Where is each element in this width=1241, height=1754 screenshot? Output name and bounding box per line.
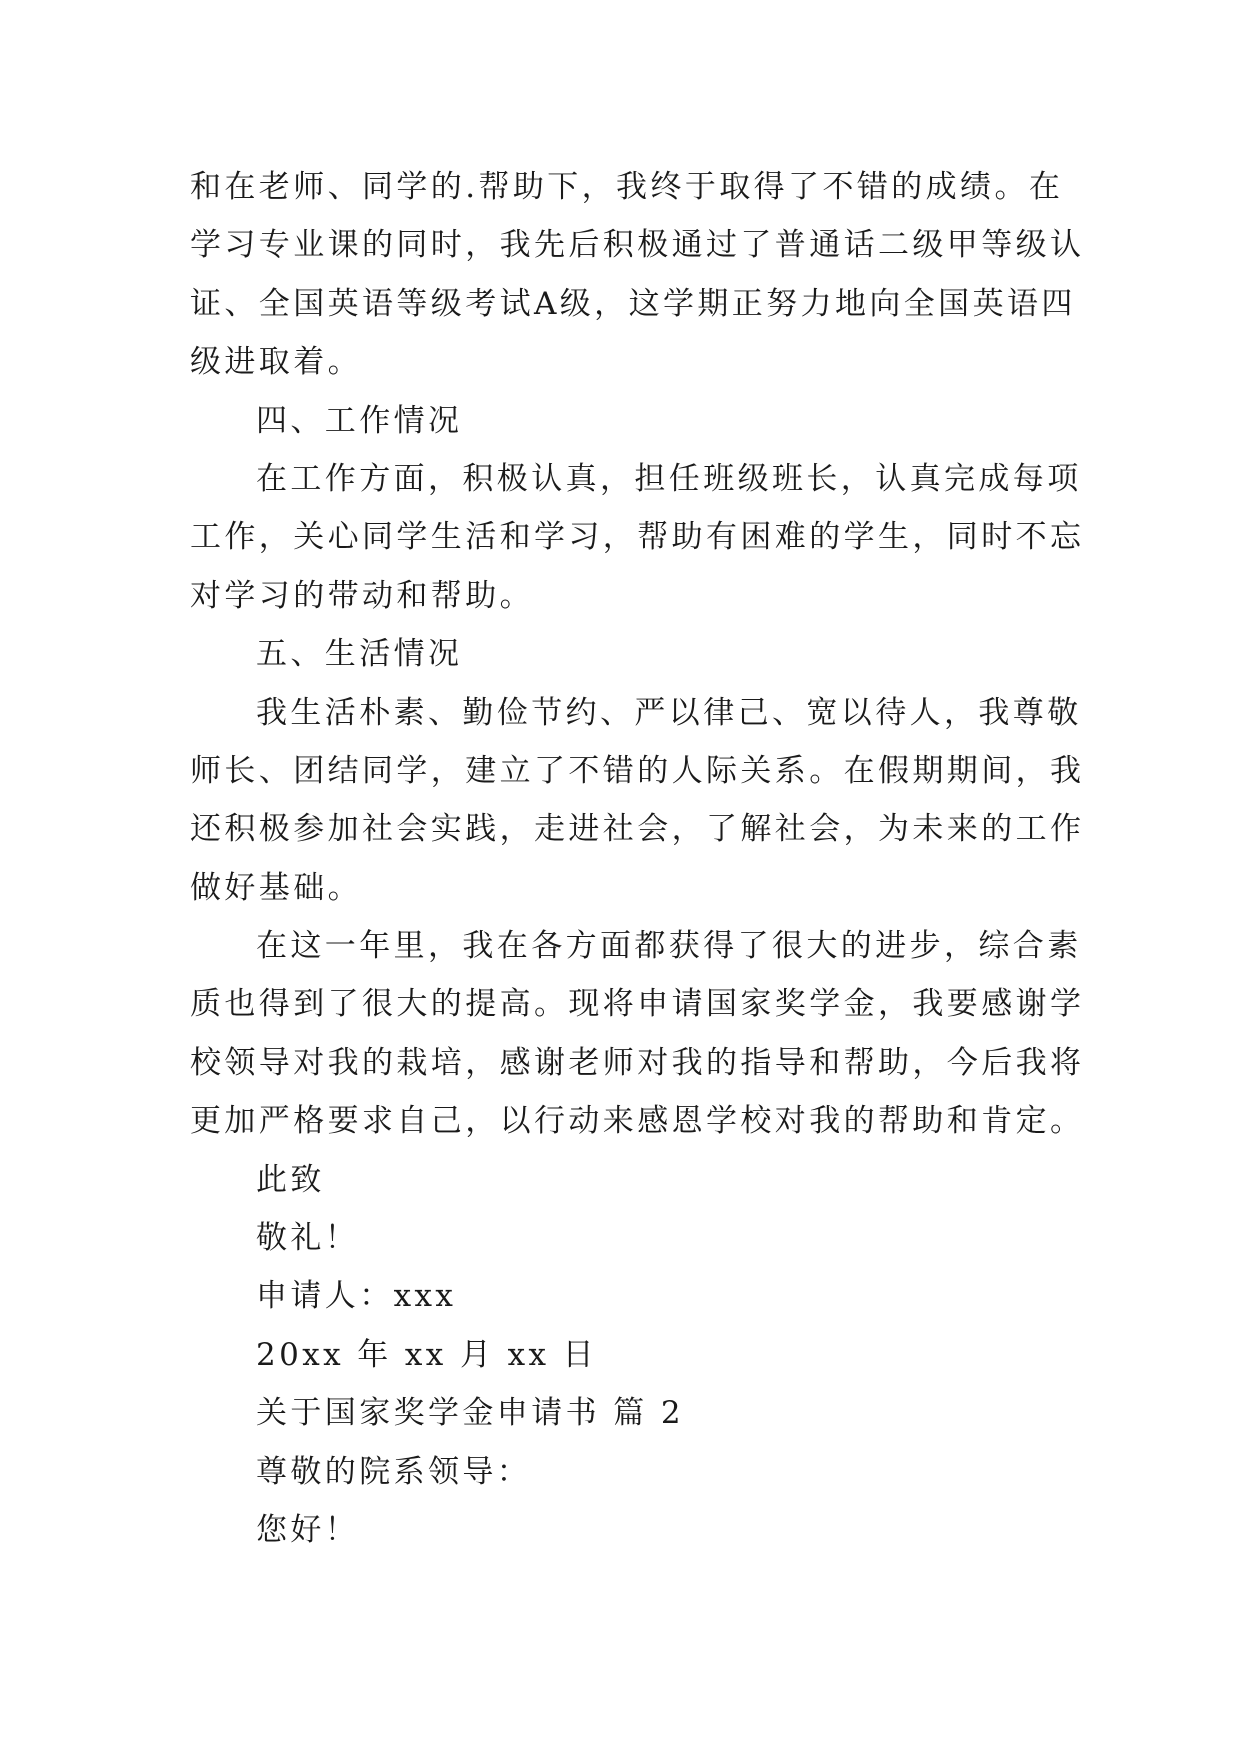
body-line: 级进取着。 [190, 344, 362, 381]
section-heading-life: 五、生活情况 [256, 636, 463, 673]
applicant-signature: 申请人：xxx [256, 1278, 457, 1315]
next-section-title: 关于国家奖学金申请书 篇 2 [256, 1395, 685, 1432]
body-line: 还积极参加社会实践，走进社会，了解社会，为未来的工作 [190, 811, 1085, 848]
greeting: 您好！ [256, 1511, 360, 1548]
body-line: 工作，关心同学生活和学习，帮助有困难的学生，同时不忘 [190, 519, 1085, 556]
body-line: 对学习的带动和帮助。 [190, 577, 534, 614]
greeting-addressee: 尊敬的院系领导： [256, 1453, 532, 1490]
body-line: 在工作方面，积极认真，担任班级班长，认真完成每项 [256, 460, 1082, 497]
body-line: 和在老师、同学的.帮助下，我终于取得了不错的成绩。在 [190, 169, 1064, 205]
closing-salutation: 此致 [256, 1161, 325, 1198]
body-line: 质也得到了很大的提高。现将申请国家奖学金，我要感谢学 [190, 986, 1085, 1023]
body-line: 做好基础。 [190, 869, 362, 906]
document-date: 20xx 年 xx 月 xx 日 [256, 1336, 598, 1373]
document-body [190, 158, 1085, 1559]
body-line: 校领导对我的栽培，感谢老师对我的指导和帮助，今后我将 [190, 1044, 1085, 1081]
closing-regards: 敬礼！ [256, 1220, 360, 1257]
body-line: 师长、团结同学，建立了不错的人际关系。在假期期间，我 [190, 752, 1085, 789]
body-line: 学习专业课的同时，我先后积极通过了普通话二级甲等级认 [190, 227, 1085, 264]
body-line: 在这一年里，我在各方面都获得了很大的进步，综合素 [256, 928, 1082, 965]
body-line: 证、全国英语等级考试A级，这学期正努力地向全国英语四 [190, 285, 1076, 322]
section-heading-work: 四、工作情况 [256, 402, 463, 439]
body-line: 更加严格要求自己，以行动来感恩学校对我的帮助和肯定。 [190, 1103, 1085, 1140]
body-line: 我生活朴素、勤俭节约、严以律己、宽以待人，我尊敬 [256, 694, 1082, 731]
